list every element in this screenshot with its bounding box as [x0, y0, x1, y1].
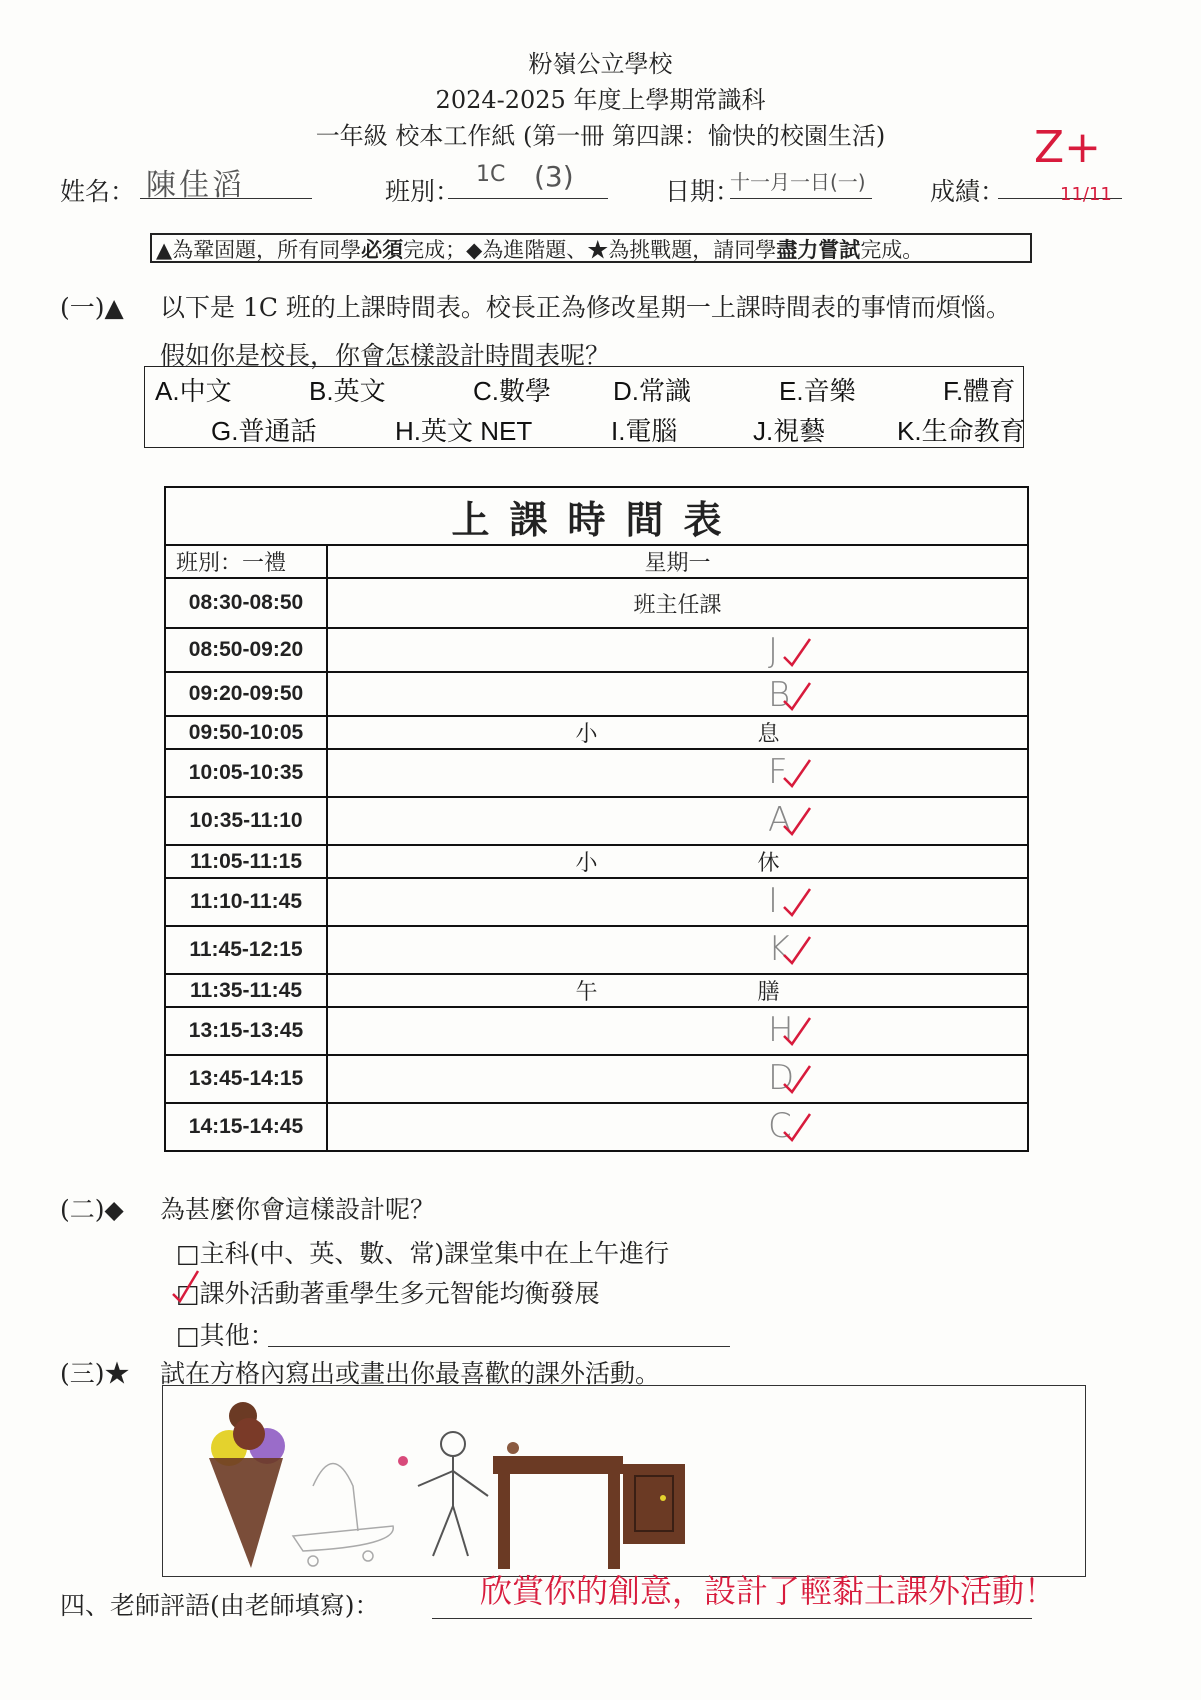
period-slot[interactable] [327, 1055, 1028, 1103]
period-fixed-text: 班主任課 [633, 591, 722, 617]
checkmark-icon [780, 1060, 814, 1094]
q3-number: (三)★ [60, 1359, 130, 1388]
period-time: 11:05-11:15 [165, 845, 327, 878]
notice-bold1: 必須 [361, 237, 404, 262]
option-k: K.生命教育 [897, 416, 1026, 446]
choice-other[interactable]: □其他： [176, 1321, 275, 1350]
table-drawing [493, 1442, 623, 1569]
period-slot[interactable] [327, 628, 1028, 672]
timetable-row [165, 974, 1028, 1007]
timetable-row [165, 926, 1028, 974]
timetable-row [165, 628, 1028, 672]
period-time: 13:45-14:15 [165, 1055, 327, 1103]
handwritten-answer: A [768, 800, 792, 840]
period-time: 13:15-13:45 [165, 1007, 327, 1055]
break-label-left: 小 [575, 721, 598, 746]
notice-part1: ▲為鞏固題，所有同學 [156, 238, 362, 262]
timetable-row [165, 797, 1028, 845]
q1-line2: 假如你是校長，你會怎樣設計時間表呢？ [160, 341, 611, 370]
school-name: 粉嶺公立學校 [528, 50, 673, 78]
break-label-right: 息 [757, 721, 780, 746]
break-label-left: 小 [575, 850, 598, 875]
period-slot[interactable] [327, 578, 1028, 628]
timetable [164, 486, 1029, 1152]
period-time: 11:10-11:45 [165, 878, 327, 926]
period-slot[interactable] [327, 797, 1028, 845]
timetable-row [165, 716, 1028, 749]
date-field[interactable] [730, 162, 872, 199]
checkmark-icon [780, 931, 814, 965]
break-label-right: 膳 [757, 979, 780, 1004]
option-a: A.中文 [155, 376, 232, 406]
q1-line1: 以下是 1C 班的上課時間表。校長正為修改星期一上課時間表的事情而煩惱。 [160, 293, 1011, 322]
option-e: E.音樂 [779, 376, 856, 406]
score-value: Z+ [1034, 122, 1102, 173]
period-time: 09:50-10:05 [165, 716, 327, 749]
ice-cream-drawing [209, 1402, 285, 1568]
period-time: 10:35-11:10 [165, 797, 327, 845]
timetable-day: 星期一 [327, 545, 1028, 578]
drawing-box[interactable] [162, 1385, 1086, 1577]
name-label: 姓名： [60, 177, 136, 206]
option-g: G.普通話 [211, 416, 317, 446]
period-time: 11:45-12:15 [165, 926, 327, 974]
subject-options [144, 366, 1024, 448]
q3-question: 試在方格內寫出或畫出你最喜歡的課外活動。 [160, 1359, 661, 1388]
score-label: 成績： [930, 177, 1006, 206]
checkmark-icon [780, 883, 814, 917]
checkmark-icon [780, 1108, 814, 1142]
q4-label: 四、老師評語(由老師填寫)： [60, 1591, 380, 1620]
option-b: B.英文 [309, 376, 386, 406]
period-slot[interactable] [327, 926, 1028, 974]
period-time: 11:35-11:45 [165, 974, 327, 1007]
cabinet-drawing [623, 1464, 685, 1544]
handwritten-answer: B [768, 675, 791, 715]
period-slot[interactable] [327, 672, 1028, 716]
other-field[interactable] [268, 1316, 730, 1347]
date-value: 十一月一日(一) [730, 170, 866, 194]
notice-part2: 完成；◆為進階題、★為挑戰題，請同學 [403, 238, 777, 262]
period-time: 14:15-14:45 [165, 1103, 327, 1151]
period-slot[interactable] [327, 1103, 1028, 1151]
name-value: 陳佳滔 [146, 168, 245, 203]
notice-box [150, 233, 1032, 263]
buggy-drawing [293, 1464, 393, 1567]
checkmark-icon [780, 754, 814, 788]
timetable-row [165, 845, 1028, 878]
timetable-row [165, 1007, 1028, 1055]
period-slot[interactable] [327, 878, 1028, 926]
school-year: 2024-2025 年度上學期常識科 [435, 86, 766, 114]
teacher-comment: 欣賞你的創意，設計了輕黏土課外活動！ [480, 1572, 1057, 1610]
checkmark-icon [780, 633, 814, 667]
q1-number: (一)▲ [60, 293, 124, 322]
period-time: 08:30-08:50 [165, 578, 327, 628]
timetable-class: 班別：一禮 [165, 545, 327, 578]
checkmark-icon [170, 1268, 204, 1304]
timetable-row [165, 1103, 1028, 1151]
handwritten-answer: I [768, 881, 779, 921]
break-label-right: 休 [757, 850, 780, 875]
notice-part3: 完成。 [860, 238, 924, 262]
q2-question: 為甚麼你會這樣設計呢？ [160, 1195, 436, 1224]
class-number: (3) [534, 160, 574, 193]
name-field[interactable] [140, 162, 312, 203]
timetable-row [165, 672, 1028, 716]
timetable-title: 上課時間表 [165, 487, 1028, 545]
handwritten-answer: D [768, 1058, 795, 1098]
option-f: F.體育 [943, 376, 1016, 406]
handwritten-answer: K [768, 929, 791, 969]
option-j: J.視藝 [753, 416, 826, 446]
timetable-row [165, 578, 1028, 628]
checkmark-icon [780, 802, 814, 836]
option-d: D.常識 [613, 376, 692, 406]
handwritten-answer: J [768, 631, 779, 671]
handwritten-answer: C [768, 1106, 792, 1146]
period-slot[interactable] [327, 974, 1028, 1007]
q2-number: (二)◆ [60, 1195, 124, 1224]
period-slot[interactable] [327, 716, 1028, 749]
period-time: 09:20-09:50 [165, 672, 327, 716]
class-field[interactable] [448, 162, 608, 199]
choice-extracurricular[interactable]: □課外活動著重學生多元智能均衡發展 [176, 1279, 600, 1308]
period-time: 10:05-10:35 [165, 749, 327, 797]
option-i: I.電腦 [611, 416, 678, 446]
date-label: 日期： [665, 177, 741, 206]
class-value: 1C [476, 162, 506, 187]
choice-main-subjects[interactable]: □主科(中、英、數、常)課堂集中在上午進行 [176, 1239, 670, 1268]
handwritten-answer: H [768, 1010, 794, 1050]
period-slot[interactable] [327, 1007, 1028, 1055]
break-label-left: 午 [575, 979, 598, 1004]
score-sub: 11/11 [1060, 184, 1112, 205]
period-time: 08:50-09:20 [165, 628, 327, 672]
notice-bold2: 盡力嘗試 [776, 237, 861, 262]
checkmark-icon [780, 1012, 814, 1046]
score-field[interactable] [998, 122, 1122, 205]
timetable-row [165, 749, 1028, 797]
worksheet-title: 一年級 校本工作紙 (第一冊 第四課：愉快的校園生活) [315, 122, 886, 150]
option-c: C.數學 [473, 376, 552, 406]
timetable-row [165, 1055, 1028, 1103]
person-drawing [398, 1432, 488, 1556]
period-slot[interactable] [327, 845, 1028, 878]
handwritten-answer: F [768, 752, 788, 792]
checkmark-icon [780, 677, 814, 711]
period-slot[interactable] [327, 749, 1028, 797]
timetable-row [165, 878, 1028, 926]
option-h: H.英文 NET [395, 416, 533, 446]
class-label: 班別： [385, 177, 461, 206]
student-drawing [163, 1386, 1085, 1576]
